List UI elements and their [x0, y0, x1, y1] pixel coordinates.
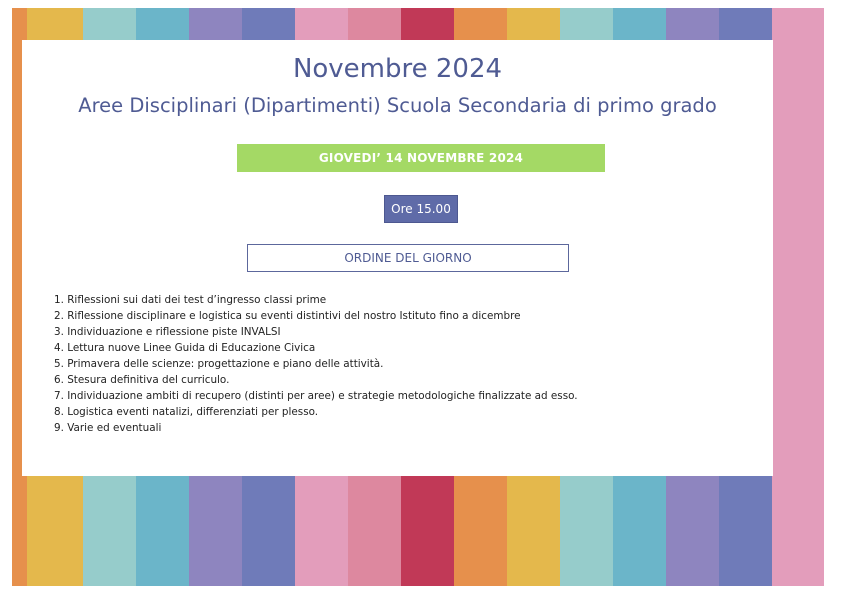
list-item: 4. Lettura nuove Linee Guida di Educazione Civica: [54, 342, 316, 354]
agenda-heading-box: [247, 244, 569, 272]
list-item: 7. Individuazione ambiti di recupero (distinti per aree) e strategie metodologiche finalizzate ad esso.: [54, 390, 578, 402]
stripe-16: [772, 8, 824, 586]
list-item: 9. Varie ed eventuali: [54, 422, 162, 433]
list-item: 3. Individuazione e riflessione piste INVALSI: [54, 326, 281, 338]
list-item: 6. Stesura definitiva del curriculo.: [54, 374, 230, 386]
agenda-heading: ORDINE DEL GIORNO: [344, 251, 472, 265]
time-badge: [384, 195, 458, 223]
page-subtitle: Aree Disciplinari (Dipartimenti) Scuola Secondaria di primo grado: [78, 94, 717, 117]
date-banner: [237, 144, 605, 172]
page-title: Novembre 2024: [292, 54, 503, 84]
list-item: 2. Riflessione disciplinare e logistica su eventi distintivi del nostro Istituto fino a dicembre: [54, 310, 521, 322]
list-item: 5. Primavera delle scienze: progettazione e piano delle attività.: [54, 358, 384, 370]
content-card: [22, 40, 773, 476]
agenda-list: [54, 292, 754, 433]
list-item: 8. Logistica eventi natalizi, differenziati per plesso.: [54, 406, 319, 418]
date-banner-label: GIOVEDI’ 14 NOVEMBRE 2024: [318, 151, 524, 165]
list-item: 1. Riflessioni sui dati dei test d’ingresso classi prime: [54, 294, 327, 306]
time-badge-label: Ore 15.00: [391, 202, 451, 216]
